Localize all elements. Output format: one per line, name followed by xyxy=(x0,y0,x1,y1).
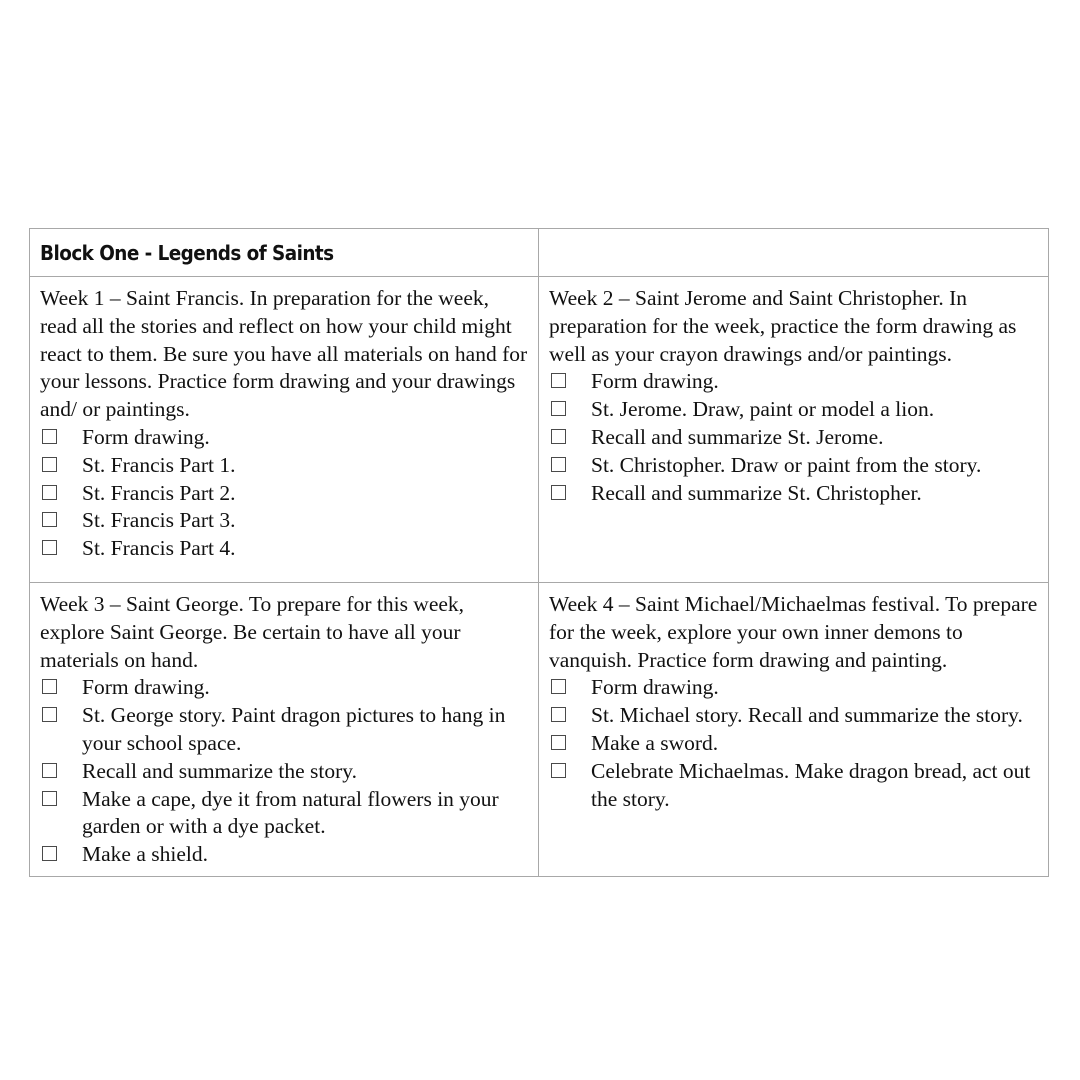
empty-header-cell xyxy=(539,229,1049,277)
task-label: St. Francis Part 2. xyxy=(82,480,236,505)
task-label: St. Michael story. Recall and summarize the story. xyxy=(591,703,1023,728)
checkbox[interactable] xyxy=(42,457,57,472)
checkbox[interactable] xyxy=(42,485,57,500)
weeks-row-2 xyxy=(30,583,1049,877)
task-label: Make a shield. xyxy=(82,842,208,867)
block-planner-table xyxy=(29,228,1049,877)
week-1-task-list xyxy=(40,424,530,563)
list-item xyxy=(40,841,530,869)
task-label: St. Jerome. Draw, paint or model a lion. xyxy=(591,397,935,422)
block-title-cell xyxy=(30,229,539,277)
checkbox[interactable] xyxy=(42,791,57,806)
list-item xyxy=(549,758,1040,814)
list-item xyxy=(549,368,1040,396)
week-2-cell xyxy=(539,277,1049,583)
week-2-task-list xyxy=(549,368,1040,507)
task-label: Recall and summarize St. Christopher. xyxy=(591,480,922,505)
task-label: Recall and summarize the story. xyxy=(82,758,358,783)
task-label: Form drawing. xyxy=(82,424,210,449)
task-label: Form drawing. xyxy=(591,675,719,700)
checkbox[interactable] xyxy=(42,763,57,778)
week-4-task-list xyxy=(549,674,1040,813)
checkbox[interactable] xyxy=(551,373,566,388)
week-3-intro: Week 3 – Saint George. To prepare for this week, explore Saint George. Be certain to have all your materials on hand. xyxy=(40,592,465,672)
checkbox[interactable] xyxy=(551,679,566,694)
list-item xyxy=(40,424,530,452)
task-label: St. George story. Paint dragon pictures to hang in your school space. xyxy=(82,703,506,755)
checkbox[interactable] xyxy=(42,707,57,722)
list-item xyxy=(549,424,1040,452)
week-3-cell xyxy=(30,583,539,877)
week-3-task-list xyxy=(40,674,530,869)
task-label: Celebrate Michaelmas. Make dragon bread, act out the story. xyxy=(591,758,1031,811)
checkbox[interactable] xyxy=(551,707,566,722)
task-label: Form drawing. xyxy=(82,675,210,700)
list-item xyxy=(549,396,1040,424)
week-1-cell xyxy=(30,277,539,583)
list-item xyxy=(40,480,530,508)
task-label: Make a cape, dye it from natural flowers in your garden or with a dye packet. xyxy=(82,786,499,839)
checkbox[interactable] xyxy=(42,846,57,861)
checkbox[interactable] xyxy=(551,401,566,416)
checkbox[interactable] xyxy=(42,512,57,527)
list-item xyxy=(549,452,1040,480)
list-item xyxy=(40,702,530,758)
checkbox[interactable] xyxy=(42,679,57,694)
list-item xyxy=(40,507,530,535)
weeks-row-1 xyxy=(30,277,1049,583)
task-label: Make a sword. xyxy=(591,730,719,755)
checkbox[interactable] xyxy=(551,429,566,444)
list-item xyxy=(549,730,1040,758)
week-4-intro: Week 4 – Saint Michael/Michaelmas festival. To prepare for the week, explore your own inner demons to vanquish. Practice form drawing and painting. xyxy=(549,592,1038,672)
checkbox[interactable] xyxy=(551,485,566,500)
list-item xyxy=(40,786,530,842)
block-title: Block One - Legends of Saints xyxy=(40,240,334,265)
header-row xyxy=(30,229,1049,277)
checkbox[interactable] xyxy=(551,457,566,472)
list-item xyxy=(549,702,1040,730)
list-item xyxy=(40,535,530,563)
task-label: St. Francis Part 4. xyxy=(82,536,236,561)
task-label: Form drawing. xyxy=(591,369,719,394)
week-2-intro: Week 2 – Saint Jerome and Saint Christopher. In preparation for the week, practice the form drawing as well as your crayon drawings and/or paintings. xyxy=(549,286,1017,366)
checkbox[interactable] xyxy=(42,429,57,444)
task-label: St. Francis Part 3. xyxy=(82,508,236,533)
list-item xyxy=(549,480,1040,508)
checkbox[interactable] xyxy=(42,540,57,555)
checkbox[interactable] xyxy=(551,735,566,750)
list-item xyxy=(40,758,530,786)
list-item xyxy=(549,674,1040,702)
list-item xyxy=(40,674,530,702)
checkbox[interactable] xyxy=(551,763,566,778)
week-4-cell xyxy=(539,583,1049,877)
week-1-intro: Week 1 – Saint Francis. In preparation for the week, read all the stories and reflect on how your child might react to them. Be sure you have all materials on hand for your lessons. Practice form drawing and your drawings and/ or paintings. xyxy=(40,286,528,422)
task-label: St. Christopher. Draw or paint from the story. xyxy=(591,452,982,477)
task-label: St. Francis Part 1. xyxy=(82,452,236,477)
task-label: Recall and summarize St. Jerome. xyxy=(591,424,884,449)
list-item xyxy=(40,452,530,480)
